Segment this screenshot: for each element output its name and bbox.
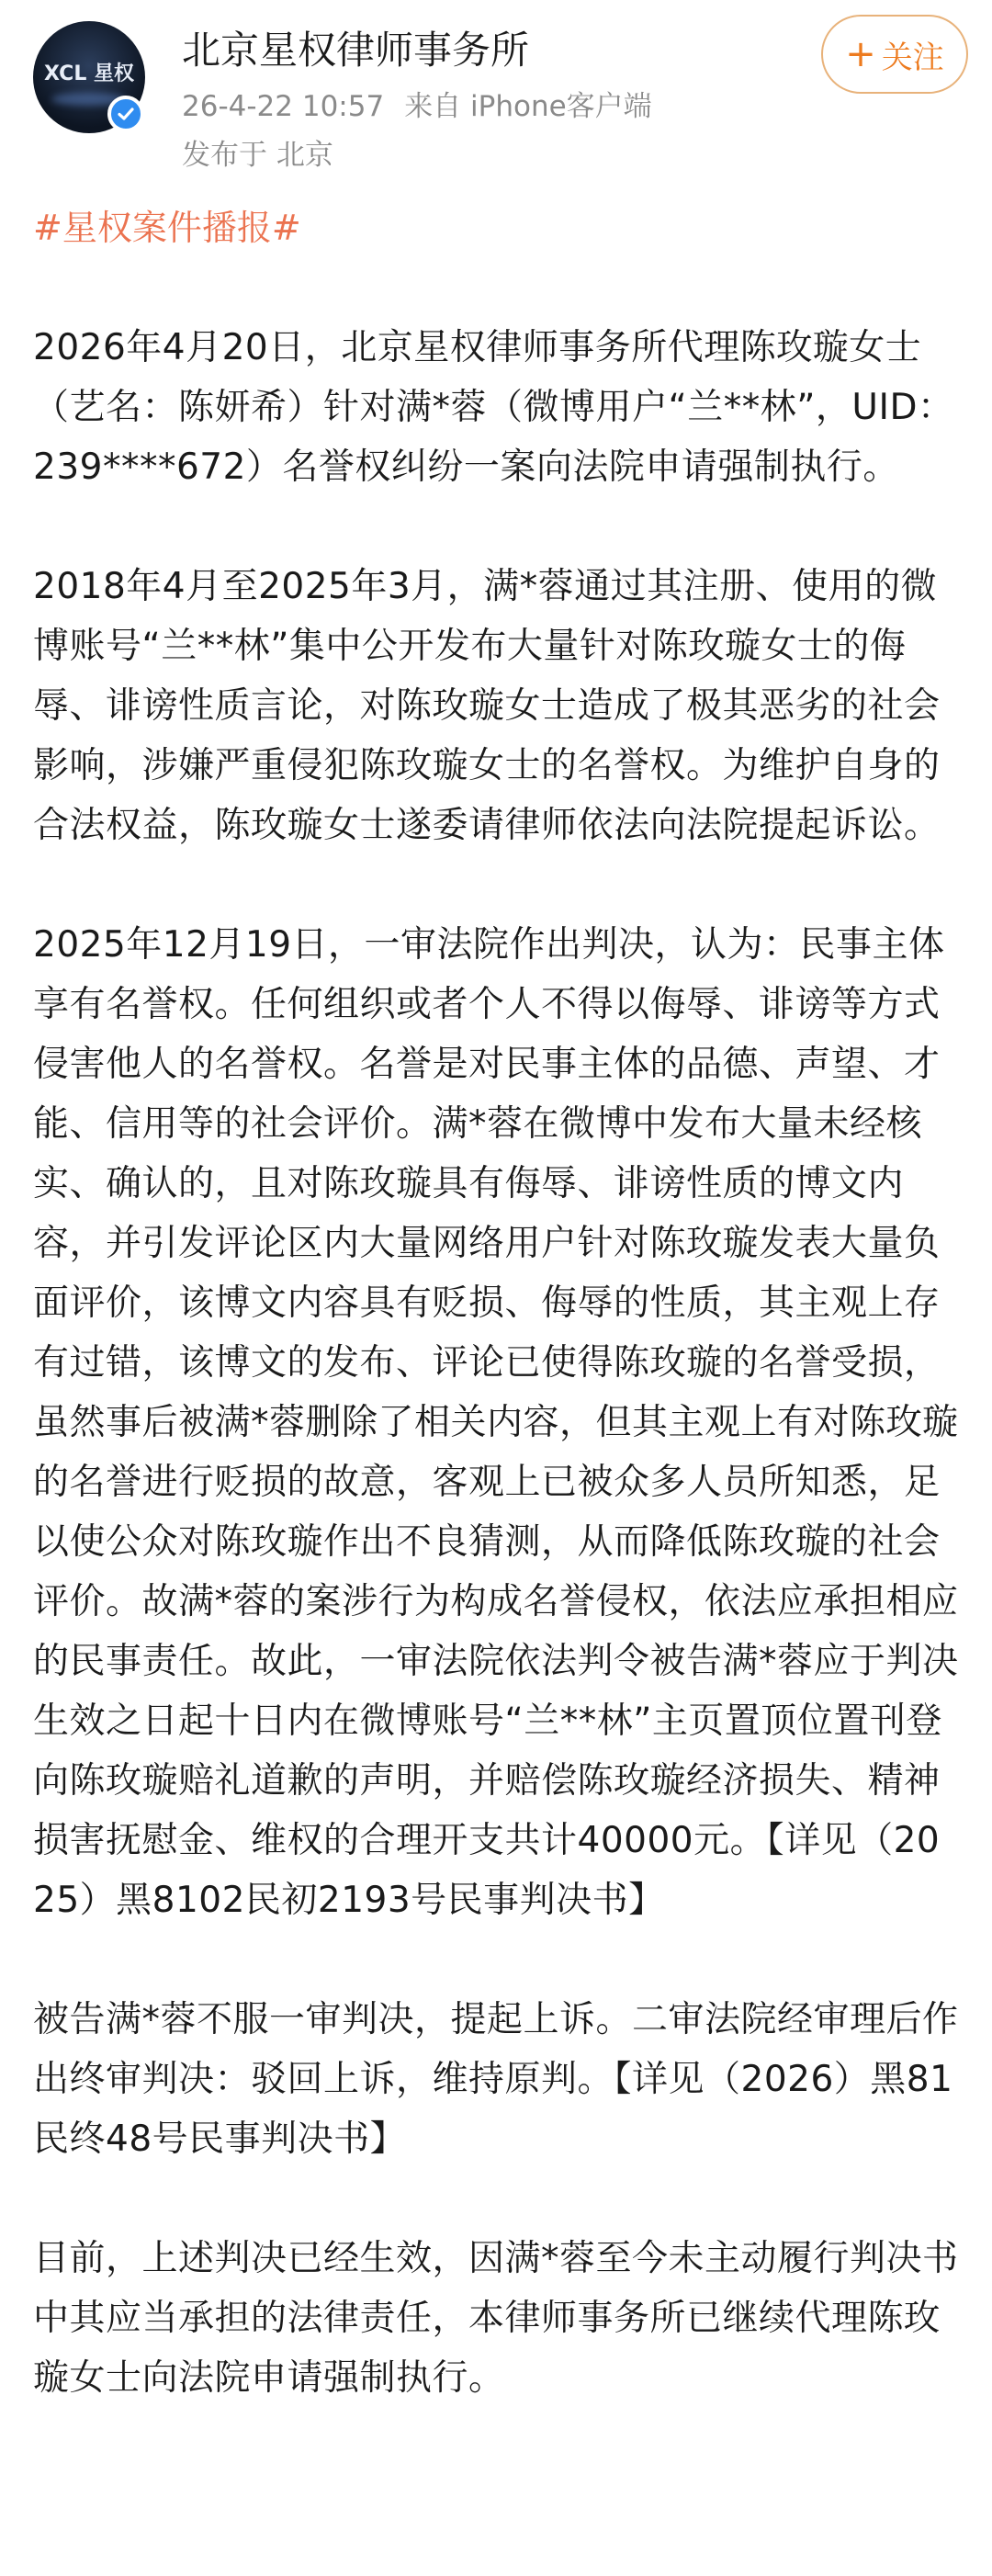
- post-time: 26-4-22 10:57: [182, 90, 385, 123]
- post-paragraph: 2025年12月19日，一审法院作出判决，认为：民事主体享有名誉权。任何组织或者个人不得以侮辱、诽谤等方式侵害他人的名誉权。名誉是对民事主体的品德、声望、才能、信用等的社会评价。满*蓉在微博中发布大量未经核实、确认的，且对陈玫璇具有侮辱、诽谤性质的博文内容，并引发评论区内大量网络用户针对陈玫璇发表大量负面评价，该博文内容具有贬损、侮辱的性质，其主观上存有过错，该博文的发布、评论已使得陈玫璇的名誉受损，虽然事后被满*蓉删除了相关内容，但其主观上有对陈玫璇的名誉进行贬损的故意，客观上已被众多人员所知悉，足以使公众对陈玫璇作出不良猜测，从而降低陈玫璇的社会评价。故满*蓉的案涉行为构成名誉侵权，依法应承担相应的民事责任。故此，一审法院依法判令被告满*蓉应于判决生效之日起十日内在微博账号“兰**林”主页置顶位置刊登向陈玫璇赔礼道歉的声明，并赔偿陈玫璇经济损失、精神损害抚慰金、维权的合理开支共计40000元。【详见（2025）黑8102民初2193号民事判决书】: [33, 924, 959, 1921]
- plus-icon: +: [845, 33, 876, 75]
- checkmark-icon: [116, 104, 136, 124]
- follow-label: 关注: [881, 39, 944, 76]
- post-header: [0, 0, 992, 188]
- account-name[interactable]: 北京星权律师事务所: [182, 28, 530, 73]
- post-body: [33, 197, 961, 2468]
- post-paragraph: 2018年4月至2025年3月，满*蓉通过其注册、使用的微博账号“兰**林”集中公开发布大量针对陈玫璇女士的侮辱、诽谤性质言论，对陈玫璇女士造成了极其恶劣的社会影响，涉嫌严重侵犯陈玫璇女士的名誉权。为维护自身的合法权益，陈玫璇女士遂委请律师依法向法院提起诉讼。: [33, 566, 941, 846]
- post-source: 来自 iPhone客户端: [404, 90, 652, 123]
- post-location: 发布于 北京: [182, 139, 333, 172]
- verified-badge-icon: [107, 96, 144, 132]
- post-meta: [182, 88, 672, 125]
- post-paragraph: 目前，上述判决已经生效，因满*蓉至今未主动履行判决书中其应当承担的法律责任，本律师事务所已继续代理陈玫璇女士向法院申请强制执行。: [33, 2238, 959, 2399]
- post-paragraph: 2026年4月20日，北京星权律师事务所代理陈玫璇女士（艺名：陈妍希）针对满*蓉（微博用户“兰**林”，UID：239****672）名誉权纠纷一案向法院申请强制执行。: [33, 327, 954, 488]
- avatar-logo: XCL 星权: [44, 62, 135, 85]
- hashtag-link[interactable]: #星权案件播报#: [33, 208, 301, 248]
- follow-button[interactable]: [821, 15, 968, 94]
- post-paragraph: 被告满*蓉不服一审判决，提起上诉。二审法院经审理后作出终审判决：驳回上诉，维持原判。【详见（2026）黑81民终48号民事判决书】: [33, 1999, 959, 2160]
